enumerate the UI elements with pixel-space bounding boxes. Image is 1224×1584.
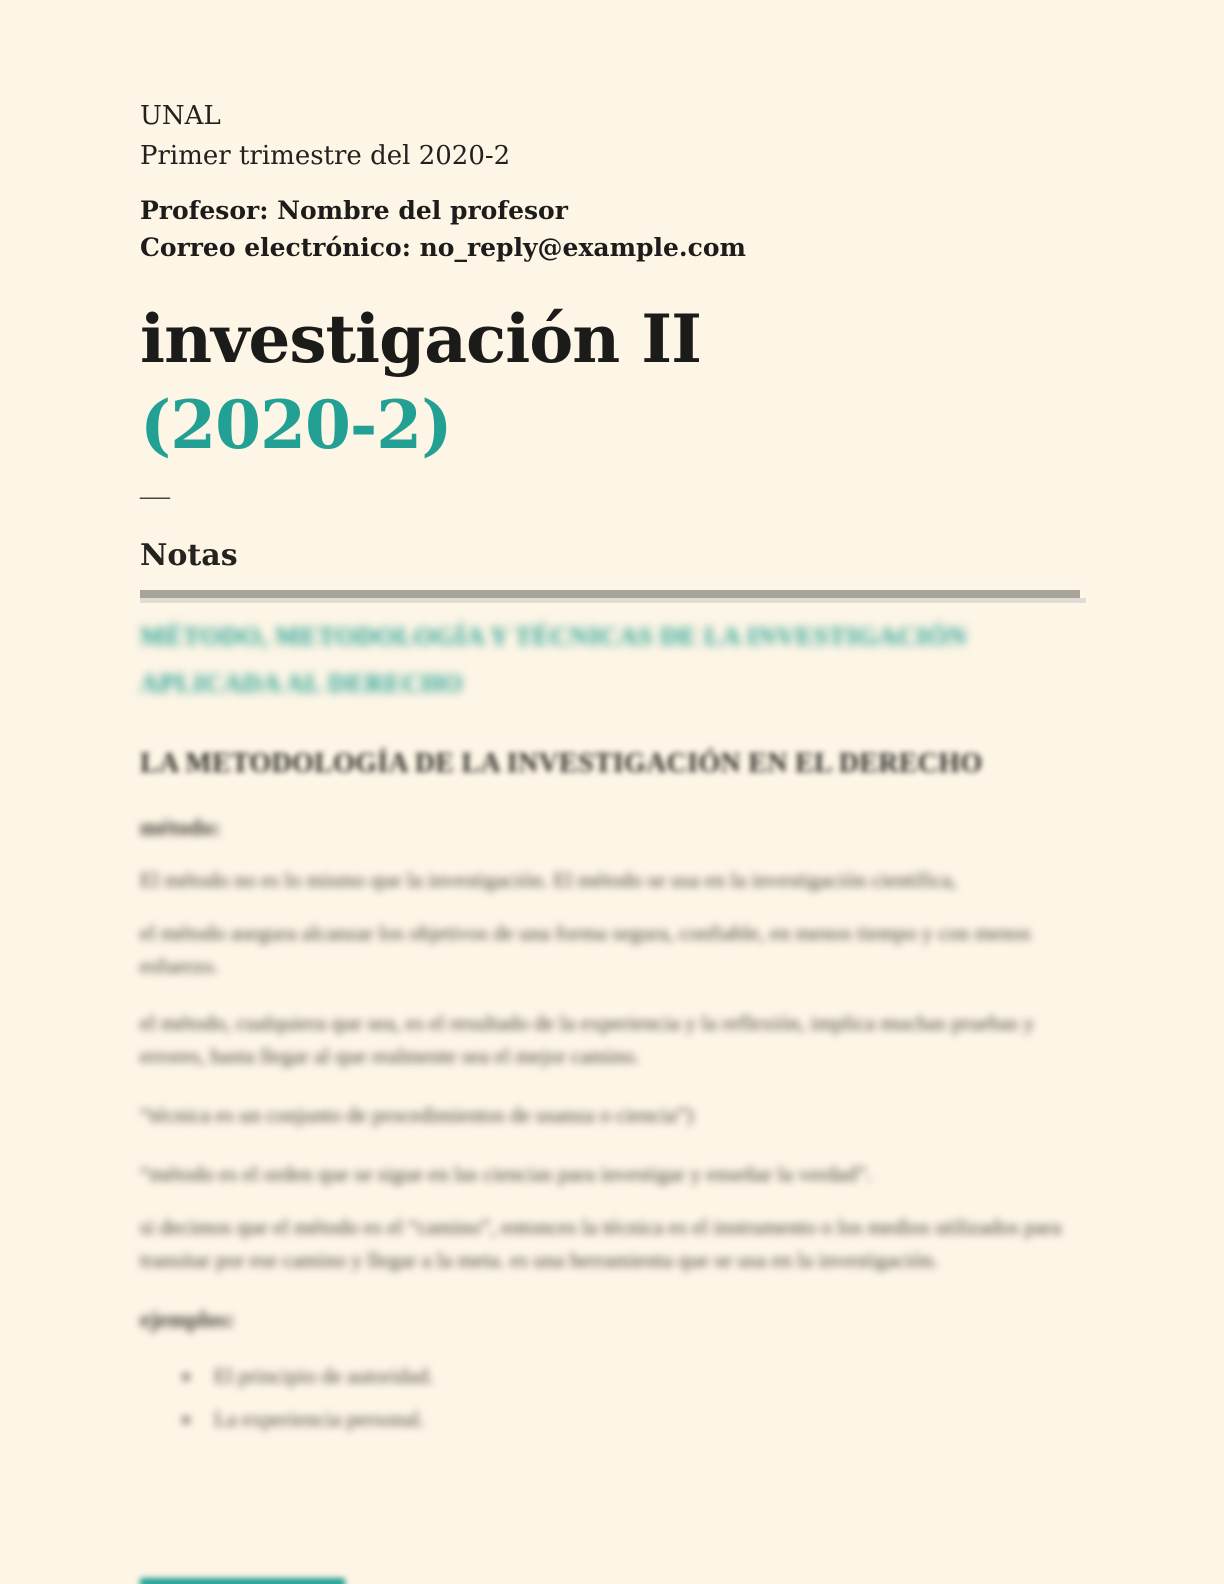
org-line: UNAL [140,101,221,131]
document-title: investigación II [140,300,702,378]
document-header [140,96,1080,266]
divider-bar-dark [140,590,1080,598]
closing-paragraph: si decimos que el método es el “camino”, entonces la técnica es el instrumento o los medios utilizados para transitar por ese camino y llegar a la meta. es una herramienta que se usa en la investigación. [140,1215,1062,1272]
section-heading-black: LA METODOLOGÍA DE LA INVESTIGACIÓN EN EL DERECHO [140,748,983,779]
list-item: ▪ La experiencia personal. [202,1403,1080,1436]
quote-1: “técnica es un conjunto de procedimientos de usanza o ciencia”) [140,1103,694,1127]
separator-dash: — [140,479,170,512]
next-section-heading-cutoff [140,1578,345,1584]
paragraph-1: El método no es lo mismo que la investigación. El método se usa en la investigación científica, [140,868,957,892]
email-line: Correo electrónico: no_reply@example.com [140,233,746,262]
section-heading-teal-line2: APLICADA AL DERECHO [140,669,463,698]
quote-2: “método es el orden que se sigue en las ciencias para investigar y enseñar la verdad”. [140,1162,872,1186]
paragraph-3: el método, cualquiera que sea, es el resultado de la experiencia y la reflexión, implica muchas pruebas y errores, hasta llegar al que realmente sea el mejor camino. [140,1011,1035,1068]
section-heading-teal [140,613,1080,707]
notes-label: Notas [140,538,238,573]
divider-bar-shadow [140,598,1086,603]
professor-line: Profesor: Nombre del profesor [140,196,568,225]
paragraph-2: el método asegura alcanzar los objetivos de una forma segura, confiable, en menos tiempo y con menos esfuerzo. [140,921,1031,978]
term-line: Primer trimestre del 2020-2 [140,141,511,171]
list-item: ▪ El principio de autoridad. [202,1360,1080,1393]
document-subtitle: (2020-2) [140,386,452,464]
metodo-label: método: [140,815,221,840]
ejemplos-label: ejemplos: [140,1307,235,1332]
divider-bar [140,590,1080,603]
examples-list [140,1360,1080,1436]
section-heading-teal-line1: MÉTODO, METODOLOGÍA Y TÉCNICAS DE LA INVESTIGACIÓN [140,622,968,651]
